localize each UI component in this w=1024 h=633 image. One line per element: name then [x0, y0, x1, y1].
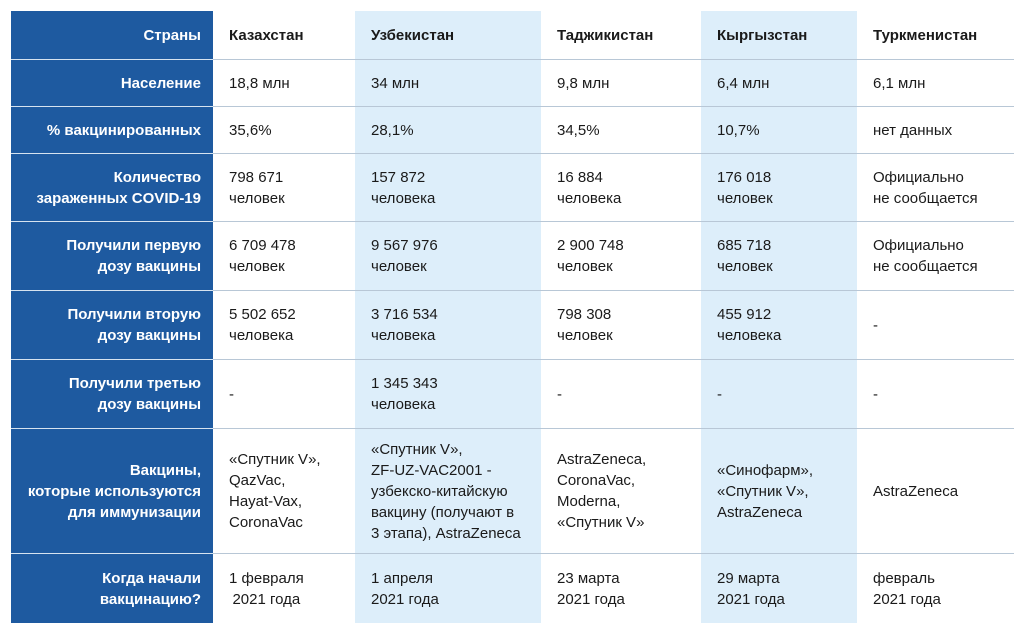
header-country-kyrgyzstan: Кыргызстан [701, 11, 857, 60]
cell-start-date-kazakhstan [213, 554, 355, 623]
cell-third-dose-tajikistan: - [541, 360, 701, 429]
cell-second-dose-kyrgyzstan: 455 912 человека [701, 291, 857, 360]
cell-vaccinated-kazakhstan: 35,6% [213, 107, 355, 154]
cell-population-turkmenistan: 6,1 млн [857, 60, 1014, 107]
cell-third-dose-kazakhstan: - [213, 360, 355, 429]
cell-infected-kazakhstan: 798 671 человек [213, 154, 355, 222]
cell-vaccinated-tajikistan: 34,5% [541, 107, 701, 154]
cell-infected-turkmenistan: Официально не сообщается [857, 154, 1014, 222]
cell-third-dose-kyrgyzstan: - [701, 360, 857, 429]
header-country-kazakhstan: Казахстан [213, 11, 355, 60]
cell-first-dose-kyrgyzstan: 685 718 человек [701, 222, 857, 291]
cell-second-dose-kazakhstan: 5 502 652 человека [213, 291, 355, 360]
cell-population-tajikistan: 9,8 млн [541, 60, 701, 107]
cell-vaccines-tajikistan: AstraZeneca, CoronaVac, Moderna, «Спутник V» [541, 429, 701, 554]
header-country-tajikistan: Таджикистан [541, 11, 701, 60]
cell-vaccinated-kyrgyzstan: 10,7% [701, 107, 857, 154]
row-label-vaccines: Вакцины, которые используются для иммунизации [11, 429, 213, 554]
row-label-population: Население [11, 60, 213, 107]
cell-first-dose-kazakhstan: 6 709 478 человек [213, 222, 355, 291]
cell-vaccines-kyrgyzstan: «Синофарм», «Спутник V», AstraZeneca [701, 429, 857, 554]
cell-third-dose-uzbekistan: 1 345 343 человека [355, 360, 541, 429]
cell-population-kyrgyzstan: 6,4 млн [701, 60, 857, 107]
row-label-second-dose: Получили вторую дозу вакцины [11, 291, 213, 360]
cell-second-dose-tajikistan: 798 308 человек [541, 291, 701, 360]
row-label-start-date: Когда начали вакцинацию? [11, 554, 213, 623]
row-label-third-dose: Получили третью дозу вакцины [11, 360, 213, 429]
cell-vaccinated-turkmenistan: нет данных [857, 107, 1014, 154]
header-country-uzbekistan: Узбекистан [355, 11, 541, 60]
cell-start-date-uzbekistan: 1 апреля 2021 года [355, 554, 541, 623]
cell-population-kazakhstan: 18,8 млн [213, 60, 355, 107]
cell-third-dose-turkmenistan: - [857, 360, 1014, 429]
cell-infected-kyrgyzstan: 176 018 человек [701, 154, 857, 222]
cell-second-dose-uzbekistan: 3 716 534 человека [355, 291, 541, 360]
cell-first-dose-tajikistan: 2 900 748 человек [541, 222, 701, 291]
cell-vaccines-kazakhstan: «Спутник V», QazVac, Hayat-Vax, CoronaVac [213, 429, 355, 554]
cell-vaccines-uzbekistan: «Спутник V», ZF-UZ-VAC2001 - узбекско-китайскую вакцину (получают в 3 этапа), AstraZeneca [355, 429, 541, 554]
vaccination-table [11, 11, 1014, 623]
cell-first-dose-turkmenistan: Официально не сообщается [857, 222, 1014, 291]
header-country-turkmenistan: Туркменистан [857, 11, 1014, 60]
cell-first-dose-uzbekistan: 9 567 976 человек [355, 222, 541, 291]
row-label-first-dose: Получили первую дозу вакцины [11, 222, 213, 291]
cell-start-date-turkmenistan: февраль 2021 года [873, 569, 941, 608]
cell-population-uzbekistan: 34 млн [355, 60, 541, 107]
start-date-kazakhstan-text: 1 февраля 2021 года [229, 569, 304, 608]
cell-start-date-kyrgyzstan: 29 марта 2021 года [701, 554, 857, 623]
cell-infected-uzbekistan: 157 872 человека [355, 154, 541, 222]
cell-start-date-tajikistan: 23 марта 2021 года [557, 569, 625, 608]
header-label-countries: Страны [11, 11, 213, 60]
cell-vaccinated-uzbekistan: 28,1% [355, 107, 541, 154]
cell-second-dose-turkmenistan: - [857, 291, 1014, 360]
row-label-infected: Количество зараженных COVID-19 [11, 154, 213, 222]
cell-vaccines-turkmenistan: AstraZeneca [857, 429, 1014, 554]
row-label-vaccinated-percent: % вакцинированных [11, 107, 213, 154]
cell-infected-tajikistan: 16 884 человека [541, 154, 701, 222]
